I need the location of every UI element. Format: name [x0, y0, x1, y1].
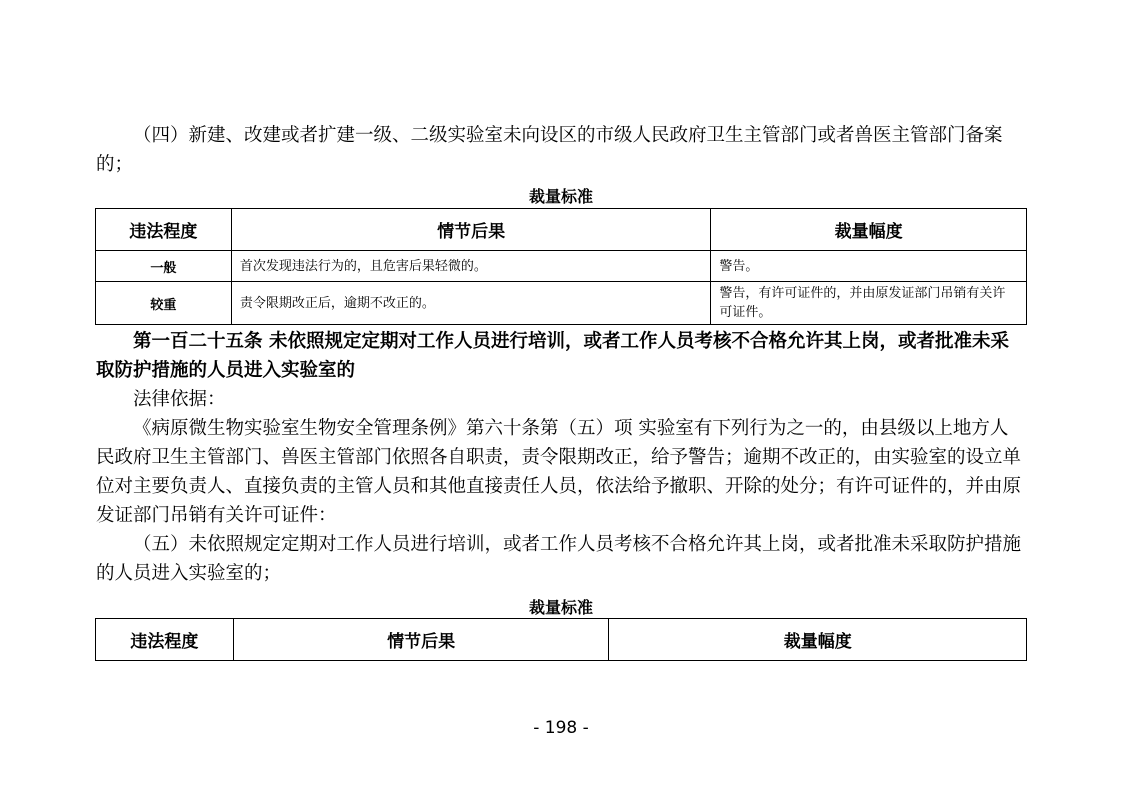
- table2-caption: 裁量标准: [528, 598, 593, 617]
- top-paragraph: （四）新建、改建或者扩建一级、二级实验室未向设区的市级人民政府卫生主管部门或者兽医主管部门备案的；: [96, 125, 1003, 175]
- table1-row2-level: 较重: [96, 282, 232, 325]
- table1-header-range: 裁量幅度: [711, 209, 1027, 251]
- table2-header-range: 裁量幅度: [609, 619, 1027, 661]
- table1-caption: 裁量标准: [528, 187, 593, 206]
- page-number: - 198 -: [533, 718, 589, 738]
- table1-header-row: [96, 209, 1027, 251]
- table2-header-consequence: 情节后果: [233, 619, 609, 661]
- article-block: [96, 327, 1026, 588]
- article-heading: 第一百二十五条 未依照规定定期对工作人员进行培训，或者工作人员考核不合格允许其上岗，或者批准未采取防护措施的人员进入实验室的: [96, 331, 1009, 381]
- top-paragraph-block: [96, 121, 1026, 179]
- legal-basis-label: 法律依据：: [133, 389, 226, 410]
- table1-header-consequence: 情节后果: [231, 209, 710, 251]
- table1-header-level: 违法程度: [96, 209, 232, 251]
- table1-row2-consequence: 责令限期改正后，逾期不改正的。: [231, 282, 710, 325]
- table1-row1-consequence: 首次发现违法行为的，且危害后果轻微的。: [231, 251, 710, 282]
- item-five-text: （五）未依照规定定期对工作人员进行培训，或者工作人员考核不合格允许其上岗，或者批准未采取防护措施的人员进入实验室的；: [96, 534, 1022, 584]
- table2-header-level: 违法程度: [96, 619, 234, 661]
- discretion-table-2: [95, 618, 1027, 661]
- table1-row1-level: 一般: [96, 251, 232, 282]
- table1-row2-range: 警告，有许可证件的，并由原发证部门吊销有关许可证件。: [711, 282, 1027, 325]
- table2-header-row: [96, 619, 1027, 661]
- table-row: [96, 282, 1027, 325]
- table1-row1-range: 警告。: [711, 251, 1027, 282]
- discretion-table-1: [95, 208, 1027, 325]
- table-row: [96, 251, 1027, 282]
- legal-basis-text: 《病原微生物实验室生物安全管理条例》第六十条第（五）项 实验室有下列行为之一的，由县级以上地方人民政府卫生主管部门、兽医主管部门依照各自职责，责令限期改正，给予警告；逾期不改正的，由实验室的设立单位对主要负责人、直接负责的主管人员和其他直接责任人员，依法给予撤职、开除的处分；有许可证件的，并由原发证部门吊销有关许可证件：: [96, 418, 1022, 526]
